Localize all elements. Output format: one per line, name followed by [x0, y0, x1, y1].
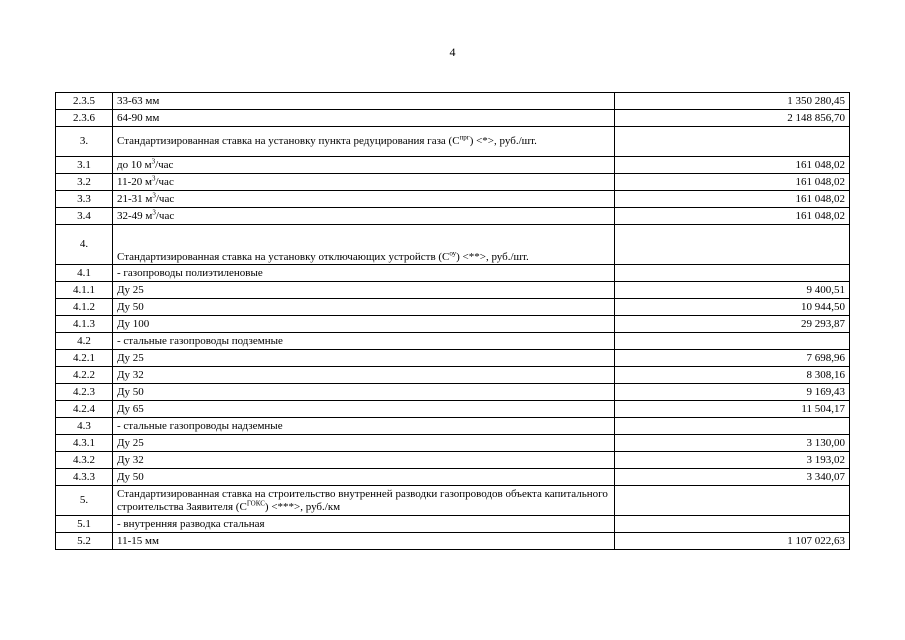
description-superscript: прг [459, 133, 470, 142]
description-text: - газопроводы полиэтиленовые [117, 266, 263, 279]
table-row [56, 225, 850, 265]
row-value [615, 418, 850, 435]
row-value: 2 148 856,70 [615, 110, 850, 127]
row-code: 2.3.6 [56, 110, 113, 127]
row-code: 4.2.4 [56, 401, 113, 418]
row-description [113, 418, 615, 435]
row-code: 4.3.2 [56, 452, 113, 469]
description-text: Ду 32 [117, 453, 144, 466]
row-value: 1 107 022,63 [615, 533, 850, 550]
description-text: до 10 м [117, 158, 152, 171]
row-description [113, 452, 615, 469]
description-text: ) <**>, руб./шт. [456, 251, 529, 263]
row-description [113, 367, 615, 384]
row-code: 4.2.2 [56, 367, 113, 384]
row-value: 9 169,43 [615, 384, 850, 401]
row-description [113, 265, 615, 282]
row-code: 4.1.3 [56, 316, 113, 333]
description-text: Ду 50 [117, 470, 144, 483]
row-code: 3.3 [56, 191, 113, 208]
row-code: 3.1 [56, 157, 113, 174]
row-code: 3.4 [56, 208, 113, 225]
table-row [56, 157, 850, 174]
description-text: 32-49 м [117, 209, 153, 222]
table-row [56, 191, 850, 208]
row-code: 2.3.5 [56, 93, 113, 110]
rates-table-body [56, 93, 850, 550]
row-value [615, 516, 850, 533]
row-code: 4.2 [56, 333, 113, 350]
table-row [56, 384, 850, 401]
description-text: Ду 50 [117, 300, 144, 313]
row-description [113, 208, 615, 225]
row-code: 4.3 [56, 418, 113, 435]
description-superscript: 3 [151, 173, 156, 182]
table-row [56, 418, 850, 435]
row-code: 4.3.1 [56, 435, 113, 452]
description-text: Стандартизированная ставка на строительство внутренней разводки газопроводов объекта капитального строительства Заявителя (С [117, 487, 608, 513]
description-superscript: 3 [152, 190, 156, 199]
row-value: 29 293,87 [615, 316, 850, 333]
row-value: 3 340,07 [615, 469, 850, 486]
page-number: 4 [449, 45, 456, 59]
row-description [113, 469, 615, 486]
row-value: 3 193,02 [615, 452, 850, 469]
table-row [56, 452, 850, 469]
row-value [615, 333, 850, 350]
row-value [615, 225, 850, 265]
description-text: Стандартизированная ставка на установку отключающих устройств (С [117, 251, 450, 263]
row-code: 3.2 [56, 174, 113, 191]
table-row [56, 367, 850, 384]
row-value [615, 127, 850, 157]
row-value: 11 504,17 [615, 401, 850, 418]
description-superscript: оу [449, 249, 457, 258]
row-code: 4.2.3 [56, 384, 113, 401]
description-text: - стальные газопроводы надземные [117, 419, 283, 432]
table-row [56, 110, 850, 127]
description-text: Ду 65 [117, 402, 144, 415]
table-row [56, 299, 850, 316]
table-row [56, 350, 850, 367]
row-description [113, 299, 615, 316]
row-value: 10 944,50 [615, 299, 850, 316]
row-description [113, 157, 615, 174]
description-text: Ду 32 [117, 368, 144, 381]
table-row [56, 127, 850, 157]
row-description [113, 110, 615, 127]
row-description [113, 384, 615, 401]
row-description [113, 282, 615, 299]
row-description [113, 191, 615, 208]
row-code: 5.1 [56, 516, 113, 533]
description-text: - внутренняя разводка стальная [117, 517, 265, 530]
row-value [615, 486, 850, 516]
description-text: Ду 50 [117, 385, 144, 398]
table-row [56, 516, 850, 533]
row-code: 4.2.1 [56, 350, 113, 367]
description-text: ) <*>, руб./шт. [469, 135, 537, 147]
table-row [56, 401, 850, 418]
description-text: Ду 25 [117, 351, 144, 364]
row-description [113, 486, 615, 516]
row-description [113, 435, 615, 452]
row-value: 161 048,02 [615, 208, 850, 225]
description-text: Ду 25 [117, 436, 144, 449]
table-row [56, 174, 850, 191]
row-description [113, 350, 615, 367]
row-description [113, 333, 615, 350]
row-code: 4.1.1 [56, 282, 113, 299]
description-text: Стандартизированная ставка на установку пункта редуцирования газа (С [117, 135, 460, 147]
description-text: /час [155, 158, 174, 171]
row-description [113, 127, 615, 157]
description-text: ) <***>, руб./км [264, 500, 341, 513]
description-superscript: ГОКС [246, 498, 265, 507]
description-text: 11-20 м [117, 175, 152, 188]
row-code: 4. [56, 225, 113, 265]
row-value: 8 308,16 [615, 367, 850, 384]
row-description [113, 533, 615, 550]
table-row [56, 282, 850, 299]
row-value: 161 048,02 [615, 174, 850, 191]
row-description [113, 174, 615, 191]
table-row [56, 486, 850, 516]
table-row [56, 533, 850, 550]
row-description [113, 93, 615, 110]
row-description [113, 316, 615, 333]
row-code: 5. [56, 486, 113, 516]
row-value: 7 698,96 [615, 350, 850, 367]
row-code: 4.3.3 [56, 469, 113, 486]
row-value: 161 048,02 [615, 157, 850, 174]
description-text: /час [155, 192, 175, 205]
description-text: 21-31 м [117, 192, 153, 205]
row-code: 3. [56, 127, 113, 157]
row-value: 161 048,02 [615, 191, 850, 208]
row-description [113, 516, 615, 533]
rates-table [55, 92, 850, 550]
description-text: 33-63 мм [117, 94, 160, 107]
description-text: 64-90 мм [117, 111, 160, 124]
description-text: 11-15 мм [117, 534, 159, 547]
table-row [56, 265, 850, 282]
description-text: /час [155, 209, 175, 222]
row-description [113, 225, 615, 265]
row-value: 1 350 280,45 [615, 93, 850, 110]
description-text: /час [155, 175, 174, 188]
table-row [56, 333, 850, 350]
row-value: 3 130,00 [615, 435, 850, 452]
description-superscript: 3 [152, 207, 156, 216]
row-code: 4.1 [56, 265, 113, 282]
row-code: 5.2 [56, 533, 113, 550]
description-text: - стальные газопроводы подземные [117, 334, 283, 347]
row-code: 4.1.2 [56, 299, 113, 316]
table-row [56, 435, 850, 452]
description-superscript: 3 [151, 156, 156, 165]
description-text: Ду 25 [117, 283, 144, 296]
row-value: 9 400,51 [615, 282, 850, 299]
table-row [56, 469, 850, 486]
table-row [56, 93, 850, 110]
description-text: Ду 100 [117, 317, 150, 330]
table-row [56, 316, 850, 333]
row-value [615, 265, 850, 282]
table-row [56, 208, 850, 225]
row-description [113, 401, 615, 418]
